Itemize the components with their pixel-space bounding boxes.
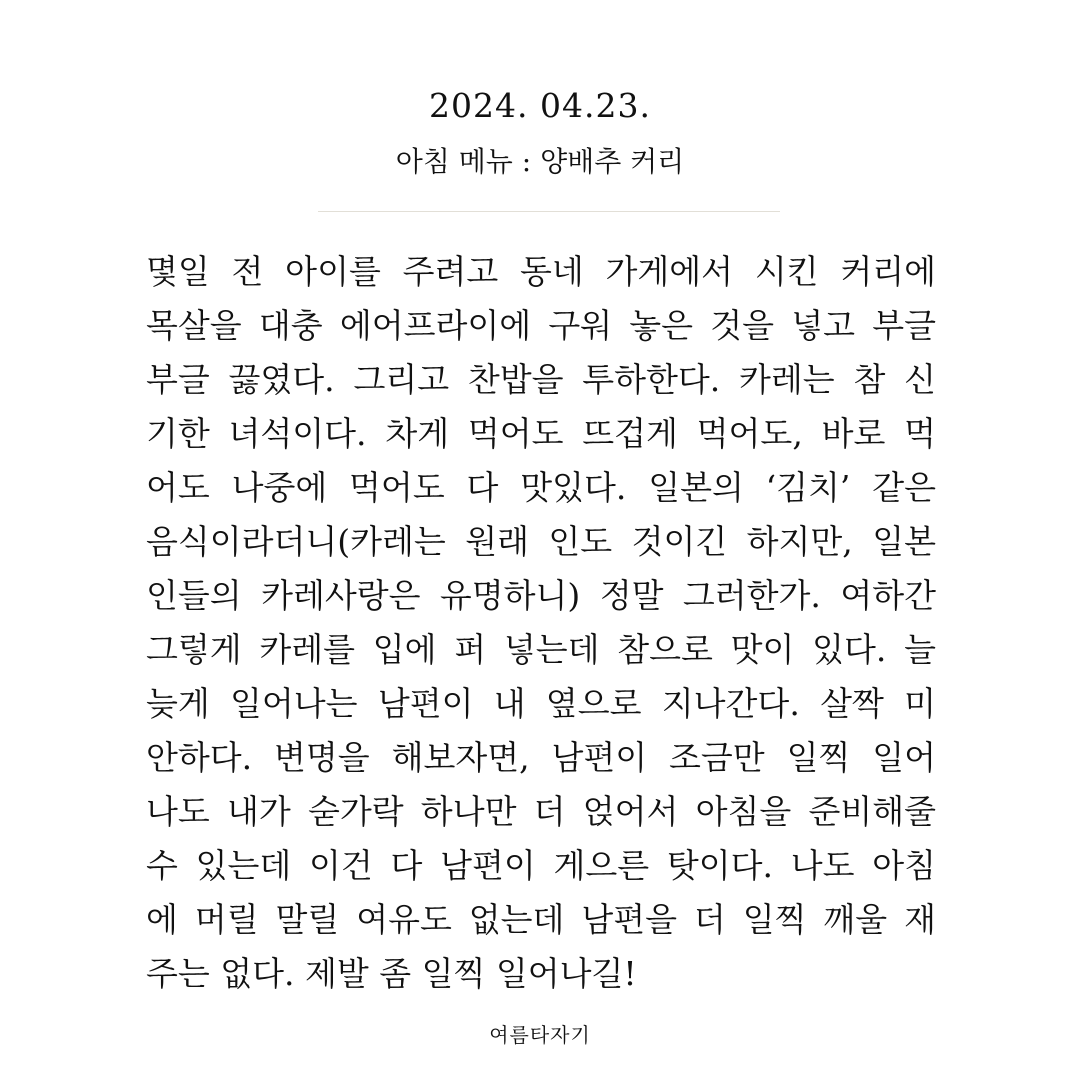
body-line: 수 있는데 이건 다 남편이 게으른 탓이다. 나도 아침 [146,846,936,885]
body-line: 몇일 전 아이를 주려고 동네 가게에서 시킨 커리에 [146,252,936,291]
body-line: 목살을 대충 에어프라이에 구워 놓은 것을 넣고 부글 [146,306,936,345]
body-line: 어도 나중에 먹어도 다 맛있다. 일본의 ‘김치’ 같은 [146,468,936,507]
menu-title: 아침 메뉴 : 양배추 커리 [395,145,685,178]
body-line: 안하다. 변명을 해보자면, 남편이 조금만 일찍 일어 [146,738,936,777]
body-line: 늦게 일어나는 남편이 내 옆으로 지나간다. 살짝 미 [146,684,936,723]
author-signature: 여름타자기 [489,1023,591,1047]
body-line: 기한 녀석이다. 차게 먹어도 뜨겁게 먹어도, 바로 먹 [146,414,936,453]
divider [318,211,780,212]
diary-body [146,245,936,1001]
body-line: 음식이라더니(카레는 원래 인도 것이긴 하지만, 일본 [146,522,936,561]
body-line: 부글 끓였다. 그리고 찬밥을 투하한다. 카레는 참 신 [146,360,936,399]
body-line: 인들의 카레사랑은 유명하니) 정말 그러한가. 여하간 [146,576,936,615]
body-line: 나도 내가 숟가락 하나만 더 얹어서 아침을 준비해줄 [146,792,936,831]
body-line: 에 머릴 말릴 여유도 없는데 남편을 더 일찍 깨울 재 [146,900,936,939]
diary-date: 2024. 04.23. [429,86,651,125]
body-line: 그렇게 카레를 입에 퍼 넣는데 참으로 맛이 있다. 늘 [146,630,936,669]
body-line: 주는 없다. 제발 좀 일찍 일어나길! [146,954,637,993]
